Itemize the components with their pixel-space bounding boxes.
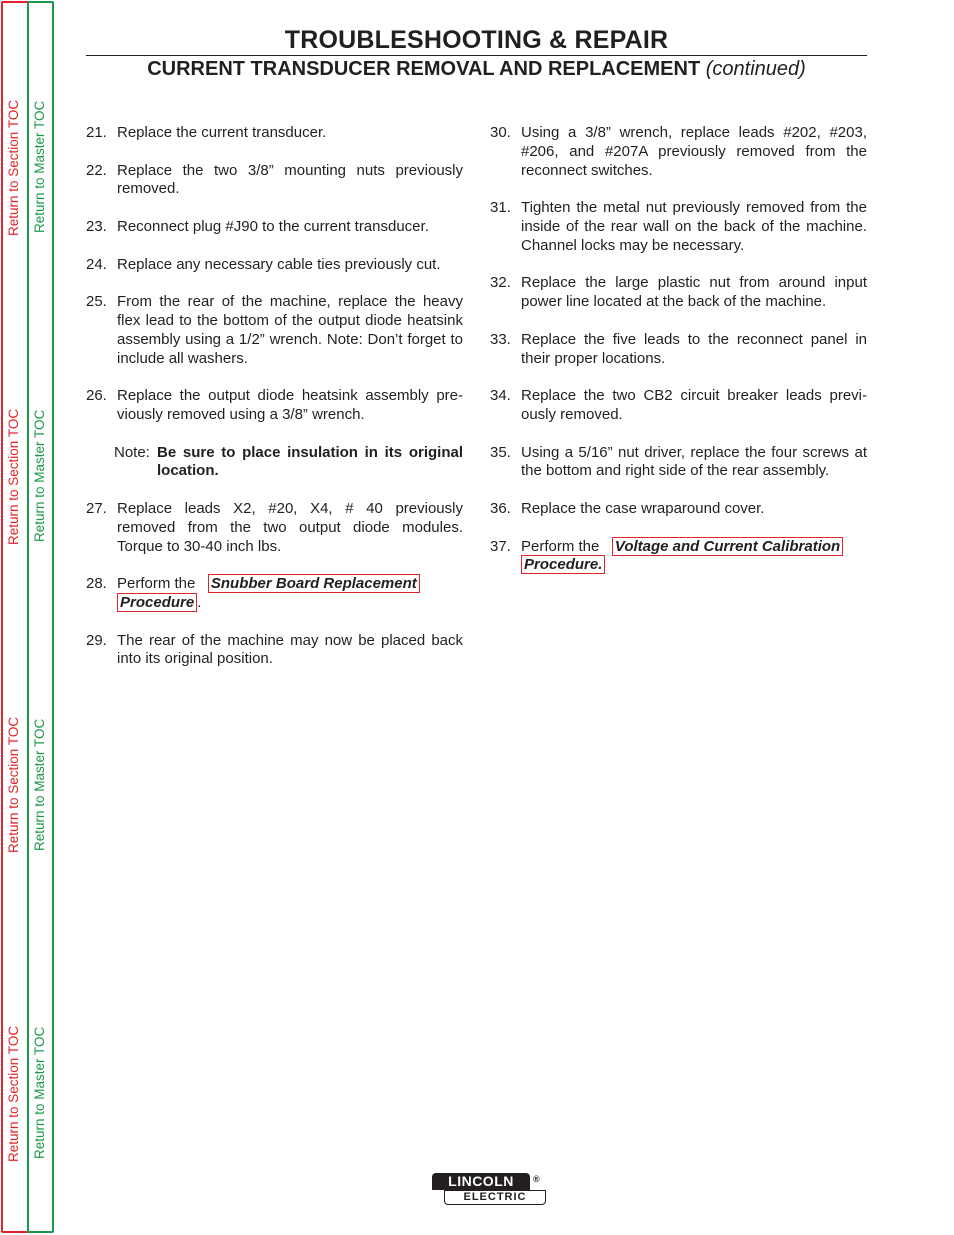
step-text: Reconnect plug #J90 to the current transducer. xyxy=(117,217,429,235)
return-to-master-toc-link-1[interactable]: Return to Master TOC xyxy=(32,100,47,233)
step-text: From the rear of the machine, replace the heavy flex lead to the bottom of the output diode heatsink assembly using a 1/2” wrench. Note: Don’t forget to include all washers. xyxy=(117,293,463,367)
return-to-master-toc-link-4[interactable]: Return to Master TOC xyxy=(32,1026,47,1159)
lincoln-electric-logo xyxy=(432,1173,548,1207)
step-text: Replace the large plastic nut from around input power line located at the back of the machine. xyxy=(521,274,867,311)
step-number: 29. xyxy=(86,631,107,649)
step-text: Using a 5/16” nut driver, replace the four screws at the bottom and right side of the rear assembly. xyxy=(521,443,867,480)
return-to-section-toc-link-1[interactable]: Return to Section TOC xyxy=(6,99,21,236)
return-to-section-toc-link-3[interactable]: Return to Section TOC xyxy=(6,716,21,853)
step-text: Replace any necessary cable ties previously cut. xyxy=(117,255,441,273)
step-number: 30. xyxy=(490,124,511,141)
step-29 xyxy=(86,632,463,670)
step-36 xyxy=(490,500,867,519)
page-title: TROUBLESHOOTING & REPAIR xyxy=(284,26,669,54)
step-number: 37. xyxy=(490,537,511,555)
step-text: Replace the five leads to the reconnect panel in their proper locations. xyxy=(521,330,867,367)
step-number: 34. xyxy=(490,387,511,405)
page-subtitle xyxy=(86,58,867,81)
return-to-master-toc-link-3[interactable]: Return to Master TOC xyxy=(32,718,47,851)
step-text: Replace the output diode heatsink assembly pre-viously removed using a 3/8” wrench. xyxy=(117,387,463,423)
step-35 xyxy=(490,444,867,482)
logo-electric: ELECTRIC xyxy=(444,1190,546,1205)
step-text: Replace the two 3/8” mounting nuts previously removed. xyxy=(117,161,463,198)
subtitle-continued: (continued) xyxy=(705,58,806,80)
step-text: The rear of the machine may now be placed back into its original position. xyxy=(117,631,463,668)
right-column xyxy=(490,124,867,594)
return-to-section-toc-link-2[interactable]: Return to Section TOC xyxy=(6,408,21,545)
step-text: Using a 3/8” wrench, replace leads #202, #203, #206, and #207A previously removed from the reconnect switches. xyxy=(521,124,867,179)
insulation-note xyxy=(114,444,463,482)
step-23 xyxy=(86,218,463,237)
step-22 xyxy=(86,162,463,200)
step-number: 33. xyxy=(490,330,511,348)
step-suffix: . xyxy=(197,593,202,611)
step-24 xyxy=(86,256,463,275)
step-37 xyxy=(490,538,867,576)
return-to-master-toc-link-2[interactable]: Return to Master TOC xyxy=(32,409,47,542)
title-rule xyxy=(86,55,867,56)
step-text: Replace leads X2, #20, X4, # 40 previously removed from the two output diode modules. Torque to 30-40 inch lbs. xyxy=(117,499,463,555)
step-text: Replace the two CB2 circuit breaker leads previ-ously removed. xyxy=(521,387,867,423)
left-column xyxy=(86,124,463,688)
step-text: Replace the case wraparound cover. xyxy=(521,499,765,517)
step-27 xyxy=(86,500,463,556)
step-28 xyxy=(86,575,463,613)
step-33 xyxy=(490,331,867,369)
step-number: 31. xyxy=(490,199,511,217)
step-30 xyxy=(490,124,867,180)
step-number: 36. xyxy=(490,499,511,517)
step-text xyxy=(117,575,463,613)
subtitle-text: CURRENT TRANSDUCER REMOVAL AND REPLACEMENT xyxy=(147,58,701,80)
step-number: 22. xyxy=(86,161,107,179)
step-number: 24. xyxy=(86,255,107,273)
note-label: Note: xyxy=(114,443,150,461)
step-number: 35. xyxy=(490,443,511,461)
step-text: Tighten the metal nut previously removed from the inside of the rear wall on the back of the machine. Channel locks may be necessary. xyxy=(521,199,867,254)
step-21 xyxy=(86,124,463,143)
step-number: 28. xyxy=(86,575,107,593)
step-number: 25. xyxy=(86,293,107,311)
step-number: 27. xyxy=(86,499,107,517)
return-to-section-toc-link-4[interactable]: Return to Section TOC xyxy=(6,1025,21,1162)
step-text xyxy=(521,538,867,576)
step-text: Replace the current transducer. xyxy=(117,124,327,141)
note-text: Be sure to place insulation in its original location. xyxy=(157,443,463,480)
step-number: 21. xyxy=(86,124,107,141)
step-number: 32. xyxy=(490,274,511,292)
snubber-board-procedure-link[interactable]: Snubber Board Replacement Procedure xyxy=(117,574,420,612)
step-prefix: Perform the xyxy=(117,575,196,593)
step-31 xyxy=(490,199,867,255)
step-25 xyxy=(86,293,463,368)
step-number: 23. xyxy=(86,217,107,235)
step-26 xyxy=(86,387,463,425)
step-number: 26. xyxy=(86,387,107,405)
voltage-current-calibration-link[interactable]: Voltage and Current Calibration Procedure. xyxy=(521,537,843,575)
logo-registered-mark: ® xyxy=(533,1174,540,1184)
step-32 xyxy=(490,274,867,312)
step-prefix: Perform the xyxy=(521,537,600,555)
logo-lincoln: LINCOLN xyxy=(432,1173,530,1190)
step-34 xyxy=(490,387,867,425)
